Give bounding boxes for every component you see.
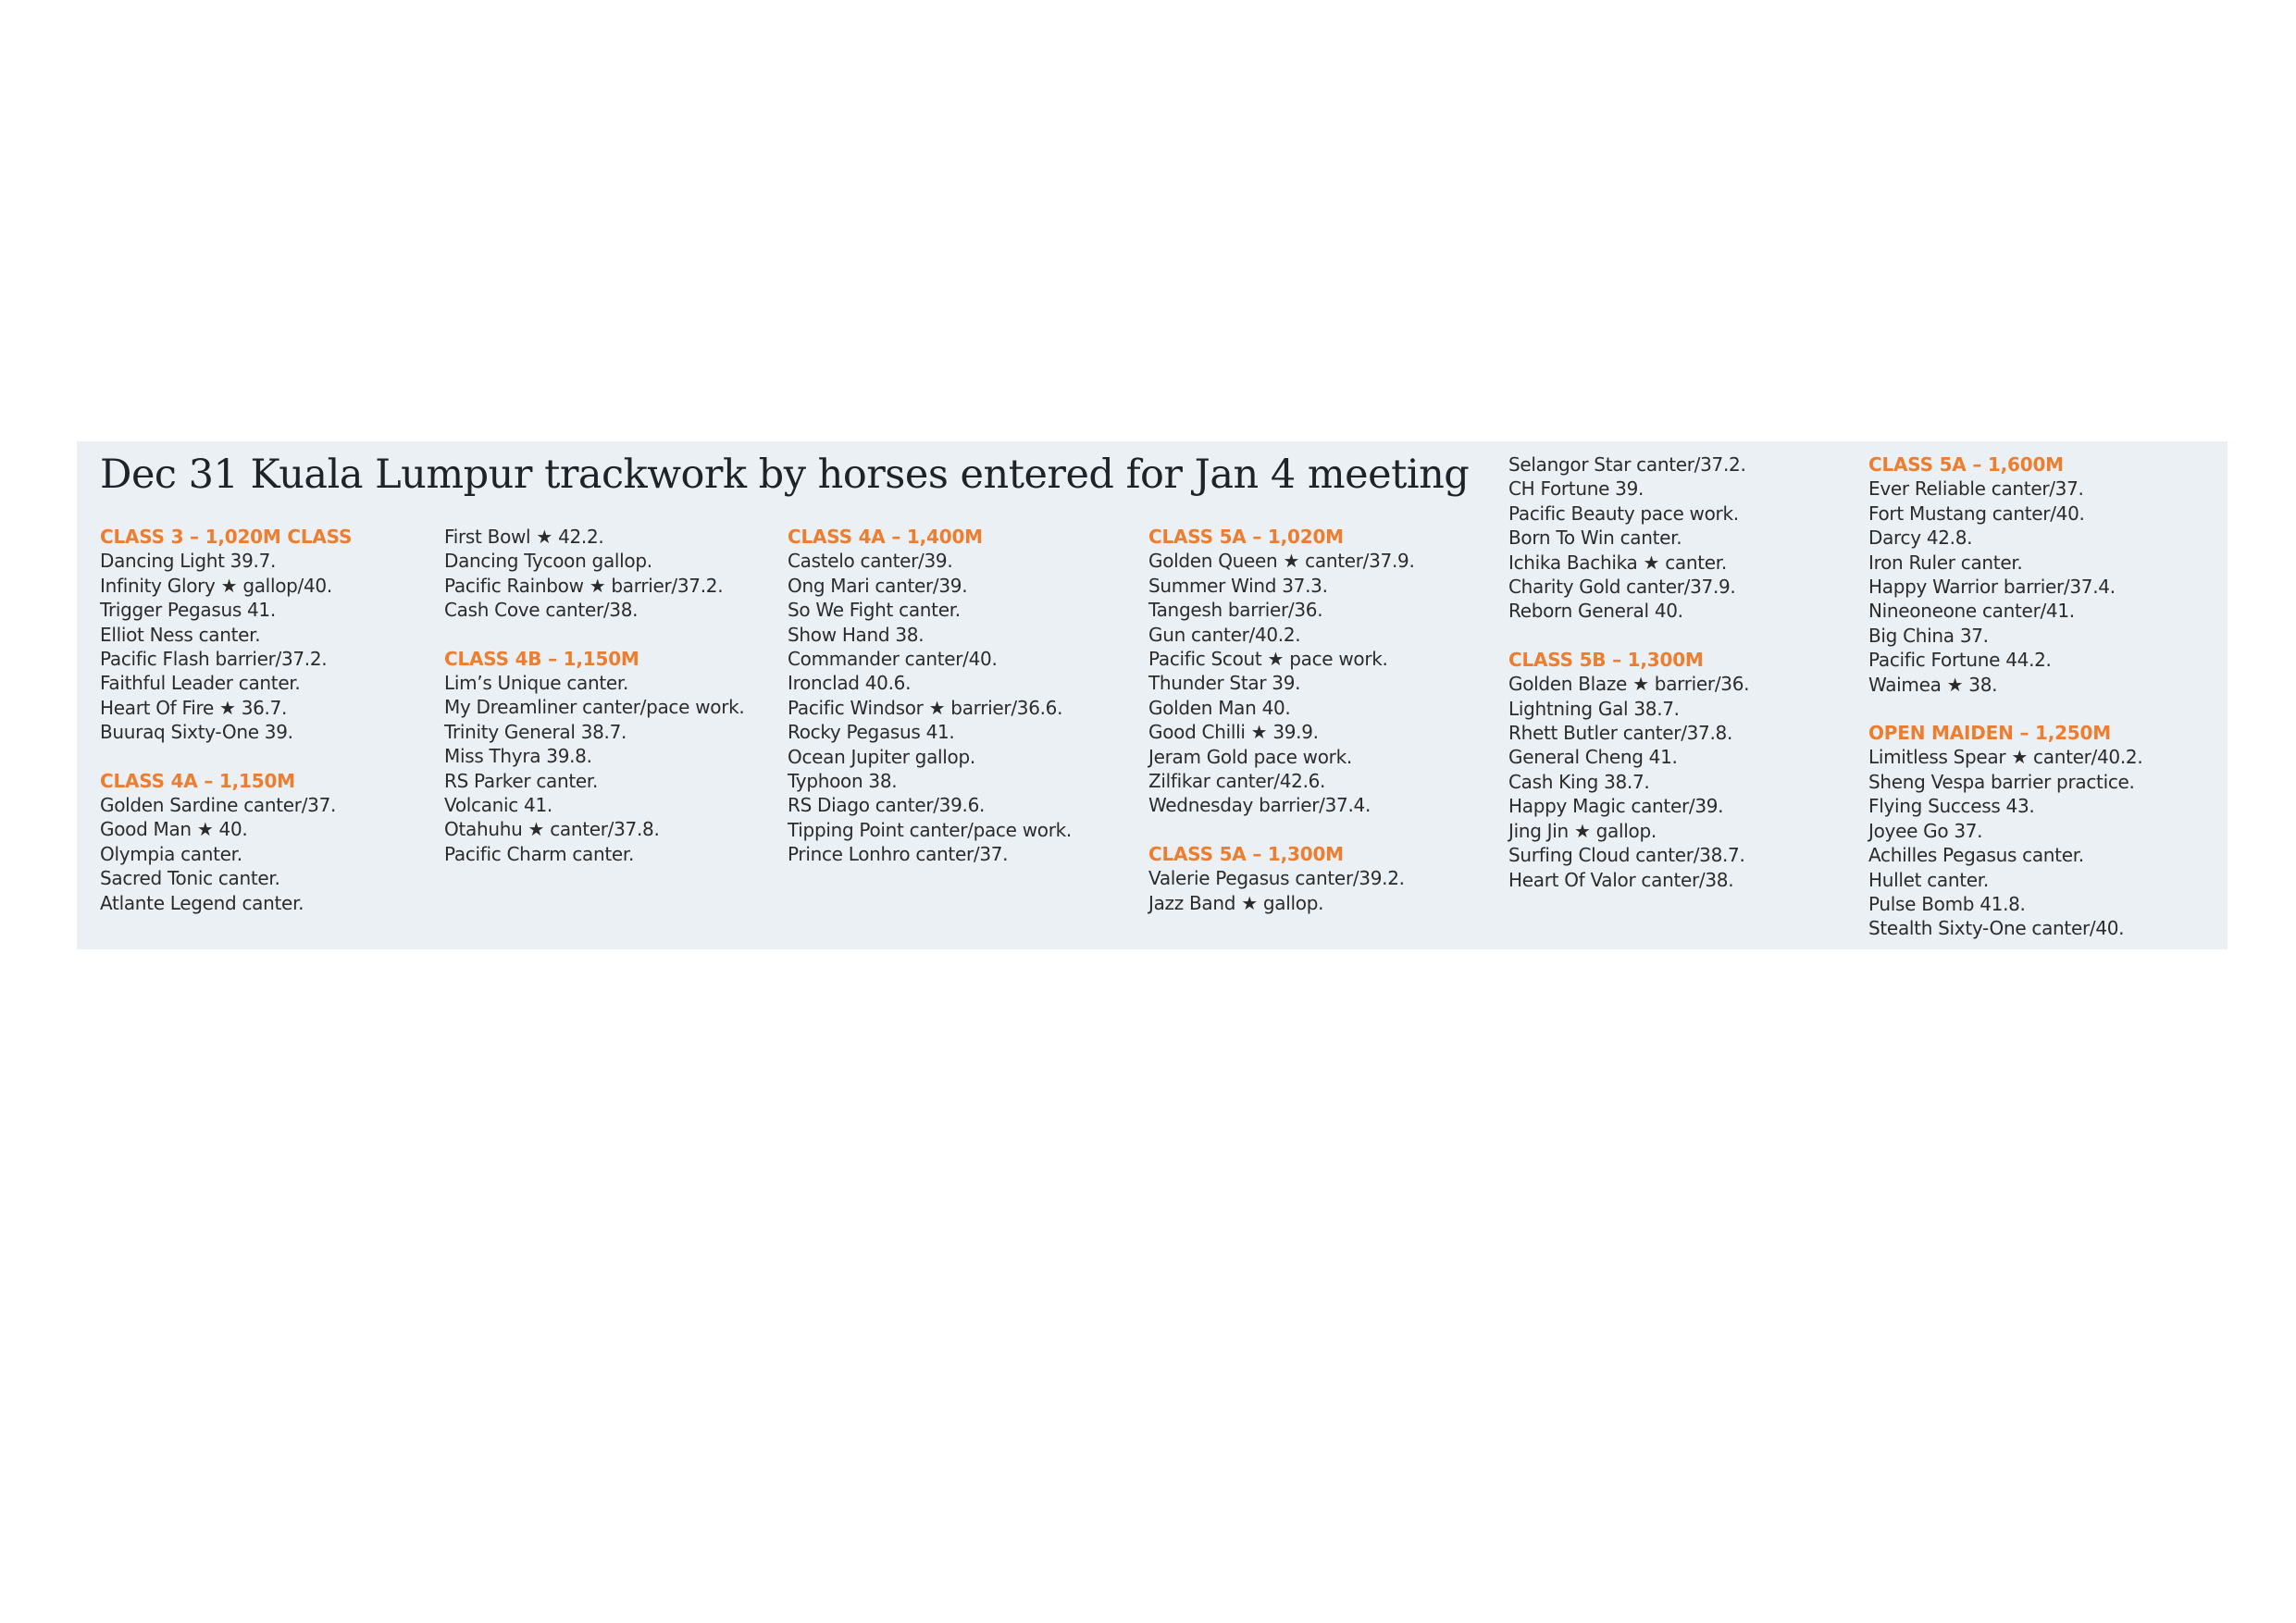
horse-entry: Pacific Beauty pace work. xyxy=(1508,502,1739,525)
horse-entry: Ironclad 40.6. xyxy=(788,672,912,695)
horse-entry: My Dreamliner canter/pace work. xyxy=(444,696,745,719)
horse-entry: Joyee Go 37. xyxy=(1868,819,1983,842)
column-1 xyxy=(100,525,444,939)
horse-entry: Wednesday barrier/37.4. xyxy=(1148,794,1371,817)
horse-entry: Rocky Pegasus 41. xyxy=(788,721,955,744)
column-3 xyxy=(788,525,1132,891)
horse-entry: Jeram Gold pace work. xyxy=(1148,745,1352,768)
horse-entry: Pacific Scout ★ pace work. xyxy=(1148,648,1388,671)
horse-entry: Cash King 38.7. xyxy=(1508,770,1650,793)
race-section xyxy=(788,525,1132,867)
horse-entry: Heart Of Fire ★ 36.7. xyxy=(100,696,288,719)
horse-entry: Pacific Fortune 44.2. xyxy=(1868,649,2052,672)
horse-entry: Castelo canter/39. xyxy=(788,550,953,573)
horse-entry: Pacific Windsor ★ barrier/36.6. xyxy=(788,696,1063,719)
horse-entry: Golden Blaze ★ barrier/36. xyxy=(1508,673,1750,696)
horse-entry: Happy Warrior barrier/37.4. xyxy=(1868,576,2116,599)
page-title: Dec 31 Kuala Lumpur trackwork by horses entered for Jan 4 meeting xyxy=(100,452,1470,498)
race-section xyxy=(1868,452,2213,697)
horse-entry: Jing Jin ★ gallop. xyxy=(1508,819,1657,842)
race-section xyxy=(100,525,444,745)
horse-entry: Otahuhu ★ canter/37.8. xyxy=(444,818,660,841)
horse-entry: Buuraq Sixty-One 39. xyxy=(100,721,293,744)
horse-entry: Miss Thyra 39.8. xyxy=(444,745,592,768)
horse-entry: Infinity Glory ★ gallop/40. xyxy=(100,574,332,597)
horse-entry: Golden Sardine canter/37. xyxy=(100,794,337,817)
horse-entry: Valerie Pegasus canter/39.2. xyxy=(1148,867,1405,890)
trackwork-panel xyxy=(77,441,2228,949)
race-class-heading: CLASS 4A – 1,150M xyxy=(100,769,295,792)
horse-entry: Trinity General 38.7. xyxy=(444,720,627,743)
horse-entry: Pacific Flash barrier/37.2. xyxy=(100,648,328,671)
horse-entry: General Cheng 41. xyxy=(1508,746,1678,769)
race-section xyxy=(100,769,444,915)
column-6 xyxy=(1868,452,2213,965)
horse-entry: Zilfikar canter/42.6. xyxy=(1148,770,1326,793)
horse-entry: Darcy 42.8. xyxy=(1868,527,1973,550)
horse-entry: Dancing Tycoon gallop. xyxy=(444,550,652,573)
horse-entry: Pacific Rainbow ★ barrier/37.2. xyxy=(444,574,724,597)
horse-entry: Trigger Pegasus 41. xyxy=(100,599,276,622)
horse-entry: Stealth Sixty-One canter/40. xyxy=(1868,917,2125,940)
race-section xyxy=(1508,452,1853,624)
race-class-heading: CLASS 5A – 1,600M xyxy=(1868,453,2064,476)
race-class-heading: CLASS 5B – 1,300M xyxy=(1508,648,1704,671)
horse-entry: Prince Lonhro canter/37. xyxy=(788,843,1009,866)
race-section xyxy=(1508,648,1853,892)
horse-entry: Born To Win canter. xyxy=(1508,527,1682,550)
horse-entry: Surfing Cloud canter/38.7. xyxy=(1508,844,1745,867)
horse-entry: Dancing Light 39.7. xyxy=(100,550,277,573)
horse-entry: Reborn General 40. xyxy=(1508,600,1683,623)
horse-entry: Flying Success 43. xyxy=(1868,795,2035,818)
race-section xyxy=(444,647,788,867)
horse-entry: Heart Of Valor canter/38. xyxy=(1508,868,1734,891)
horse-entry: Ever Reliable canter/37. xyxy=(1868,477,2084,501)
horse-entry: Gun canter/40.2. xyxy=(1148,623,1301,646)
horse-entry: Ong Mari canter/39. xyxy=(788,574,968,597)
horse-entry: Golden Queen ★ canter/37.9. xyxy=(1148,550,1415,573)
horse-entry: Elliot Ness canter. xyxy=(100,623,261,646)
horse-entry: Tangesh barrier/36. xyxy=(1148,599,1323,622)
horse-entry: Happy Magic canter/39. xyxy=(1508,795,1724,818)
horse-entry: Commander canter/40. xyxy=(788,648,998,671)
horse-entry: Achilles Pegasus canter. xyxy=(1868,844,2084,867)
race-class-heading: OPEN MAIDEN – 1,250M xyxy=(1868,722,2111,745)
horse-entry: Show Hand 38. xyxy=(788,623,925,646)
horse-entry: CH Fortune 39. xyxy=(1508,477,1644,501)
horse-entry: Good Man ★ 40. xyxy=(100,818,248,841)
horse-entry: Summer Wind 37.3. xyxy=(1148,574,1328,597)
horse-entry: RS Diago canter/39.6. xyxy=(788,794,986,817)
horse-entry: First Bowl ★ 42.2. xyxy=(444,526,604,548)
race-class-heading: CLASS 3 – 1,020M CLASS xyxy=(100,526,353,548)
horse-entry: Nineoneone canter/41. xyxy=(1868,600,2075,623)
horse-entry: Selangor Star canter/37.2. xyxy=(1508,453,1746,476)
horse-entry: Golden Man 40. xyxy=(1148,696,1291,719)
race-section xyxy=(1868,721,2213,941)
horse-entry: So We Fight canter. xyxy=(788,599,961,622)
horse-entry: Ocean Jupiter gallop. xyxy=(788,745,975,768)
horse-entry: Pacific Charm canter. xyxy=(444,842,635,865)
horse-entry: Typhoon 38. xyxy=(788,770,898,793)
column-2 xyxy=(444,525,788,890)
race-class-heading: CLASS 5A – 1,300M xyxy=(1148,842,1344,865)
horse-entry: Lim’s Unique canter. xyxy=(444,672,629,695)
horse-entry: Good Chilli ★ 39.9. xyxy=(1148,721,1319,744)
horse-entry: Tipping Point canter/pace work. xyxy=(788,818,1072,841)
horse-entry: Lightning Gal 38.7. xyxy=(1508,697,1680,720)
race-class-heading: CLASS 5A – 1,020M xyxy=(1148,526,1344,548)
horse-entry: Limitless Spear ★ canter/40.2. xyxy=(1868,746,2143,769)
horse-entry: Iron Ruler canter. xyxy=(1868,551,2023,574)
race-section xyxy=(1148,525,1493,818)
horse-entry: Hullet canter. xyxy=(1868,868,1989,891)
horse-entry: Sacred Tonic canter. xyxy=(100,867,280,890)
horse-entry: Volcanic 41. xyxy=(444,794,552,817)
column-5 xyxy=(1508,452,1853,916)
horse-entry: Rhett Butler canter/37.8. xyxy=(1508,722,1733,745)
horse-entry: Ichika Bachika ★ canter. xyxy=(1508,551,1727,574)
race-class-heading: CLASS 4A – 1,400M xyxy=(788,526,983,548)
horse-entry: Waimea ★ 38. xyxy=(1868,673,1998,696)
race-class-heading: CLASS 4B – 1,150M xyxy=(444,647,639,670)
column-4 xyxy=(1148,525,1493,939)
horse-entry: Fort Mustang canter/40. xyxy=(1868,502,2085,525)
horse-entry: Atlante Legend canter. xyxy=(100,891,304,914)
horse-entry: RS Parker canter. xyxy=(444,769,599,792)
horse-entry: Thunder Star 39. xyxy=(1148,672,1301,695)
horse-entry: Olympia canter. xyxy=(100,842,242,865)
horse-entry: Charity Gold canter/37.9. xyxy=(1508,576,1736,599)
horse-entry: Faithful Leader canter. xyxy=(100,672,301,695)
horse-entry: Big China 37. xyxy=(1868,624,1989,647)
race-section xyxy=(444,525,788,623)
horse-entry: Pulse Bomb 41.8. xyxy=(1868,892,2026,915)
horse-entry: Cash Cove canter/38. xyxy=(444,599,639,622)
horse-entry: Sheng Vespa barrier practice. xyxy=(1868,770,2135,793)
race-section xyxy=(1148,842,1493,915)
horse-entry: Jazz Band ★ gallop. xyxy=(1148,891,1324,914)
